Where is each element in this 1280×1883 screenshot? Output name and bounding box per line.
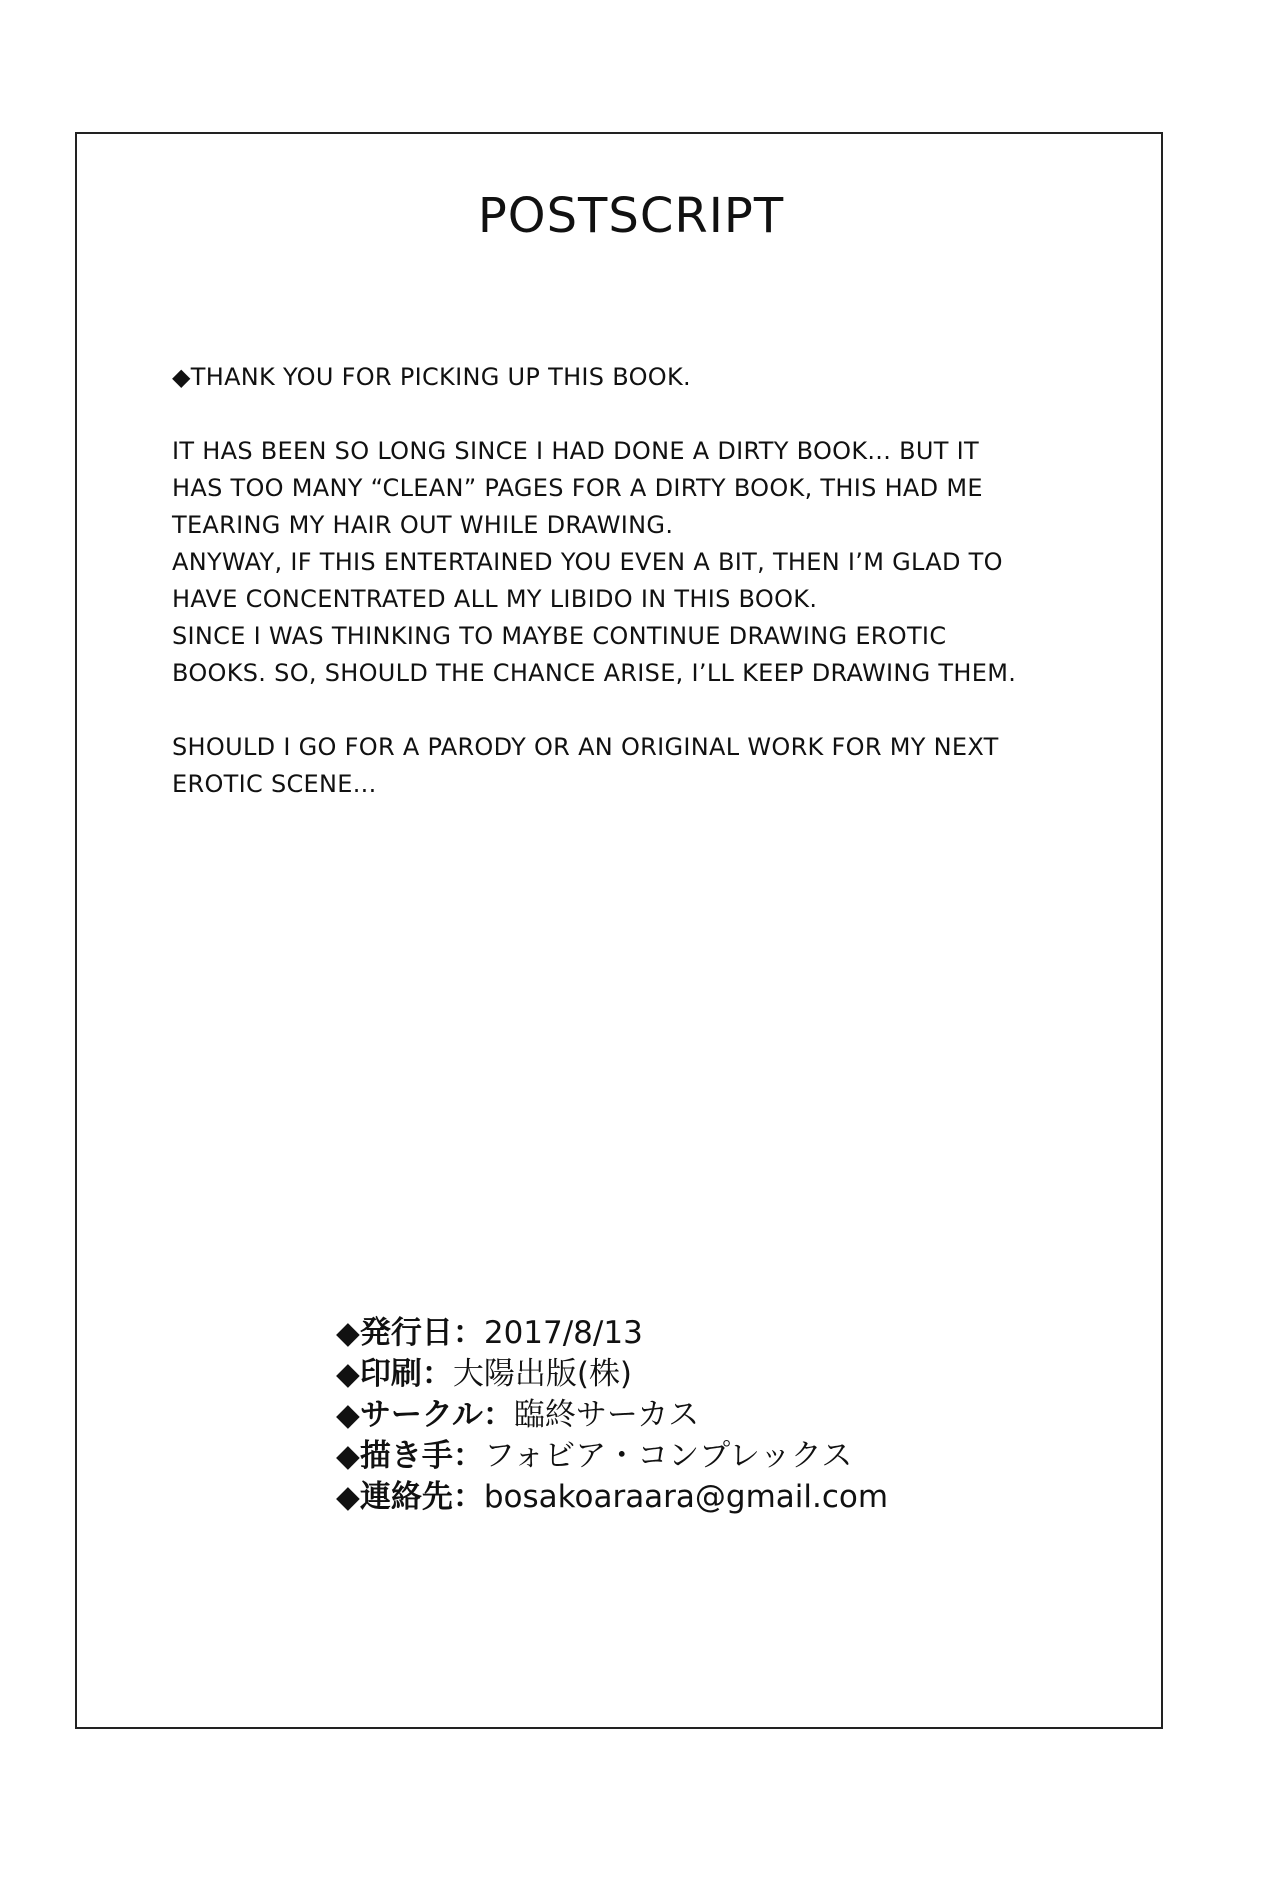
colophon-value: 2017/8/13 xyxy=(483,1315,643,1351)
paragraph-gap xyxy=(172,692,1072,729)
colophon-circle xyxy=(336,1395,1036,1436)
colophon-label: ◆描き手： xyxy=(336,1438,484,1474)
colophon xyxy=(336,1313,1036,1518)
colophon-issue-date xyxy=(336,1313,1036,1354)
page-title: POSTSCRIPT xyxy=(477,188,785,244)
body-line: IT HAS BEEN SO LONG SINCE I HAD DONE A DIRTY BOOK... BUT IT xyxy=(172,437,979,465)
body-line: BOOKS. SO, SHOULD THE CHANCE ARISE, I’LL KEEP DRAWING THEM. xyxy=(172,659,1017,687)
colophon-printer xyxy=(336,1354,1036,1395)
colophon-label: ◆連絡先： xyxy=(336,1479,484,1515)
body-line: EROTIC SCENE... xyxy=(172,770,377,798)
colophon-artist xyxy=(336,1436,1036,1477)
body-line: HAS TOO MANY “CLEAN” PAGES FOR A DIRTY BOOK, THIS HAD ME xyxy=(172,474,983,502)
body-line: SINCE I WAS THINKING TO MAYBE CONTINUE DRAWING EROTIC xyxy=(172,622,947,650)
colophon-contact xyxy=(336,1477,1036,1518)
colophon-value: bosakoaraara@gmail.com xyxy=(483,1479,889,1515)
body-line: HAVE CONCENTRATED ALL MY LIBIDO IN THIS BOOK. xyxy=(172,585,818,613)
body-line: TEARING MY HAIR OUT WHILE DRAWING. xyxy=(172,511,674,539)
colophon-value: 大陽出版(株) xyxy=(452,1356,633,1392)
body-line: ANYWAY, IF THIS ENTERTAINED YOU EVEN A BIT, THEN I’M GLAD TO xyxy=(172,548,1003,576)
colophon-label: ◆印刷： xyxy=(336,1356,453,1392)
postscript-body xyxy=(172,359,1072,803)
colophon-value: 臨終サーカス xyxy=(513,1397,700,1433)
paragraph-gap xyxy=(172,396,1072,433)
colophon-label: ◆サークル： xyxy=(336,1397,514,1433)
body-line: SHOULD I GO FOR A PARODY OR AN ORIGINAL WORK FOR MY NEXT xyxy=(172,733,999,761)
colophon-value: フォビア・コンプレックス xyxy=(483,1438,853,1474)
colophon-label: ◆発行日： xyxy=(336,1315,484,1351)
body-line: ◆THANK YOU FOR PICKING UP THIS BOOK. xyxy=(172,363,691,391)
